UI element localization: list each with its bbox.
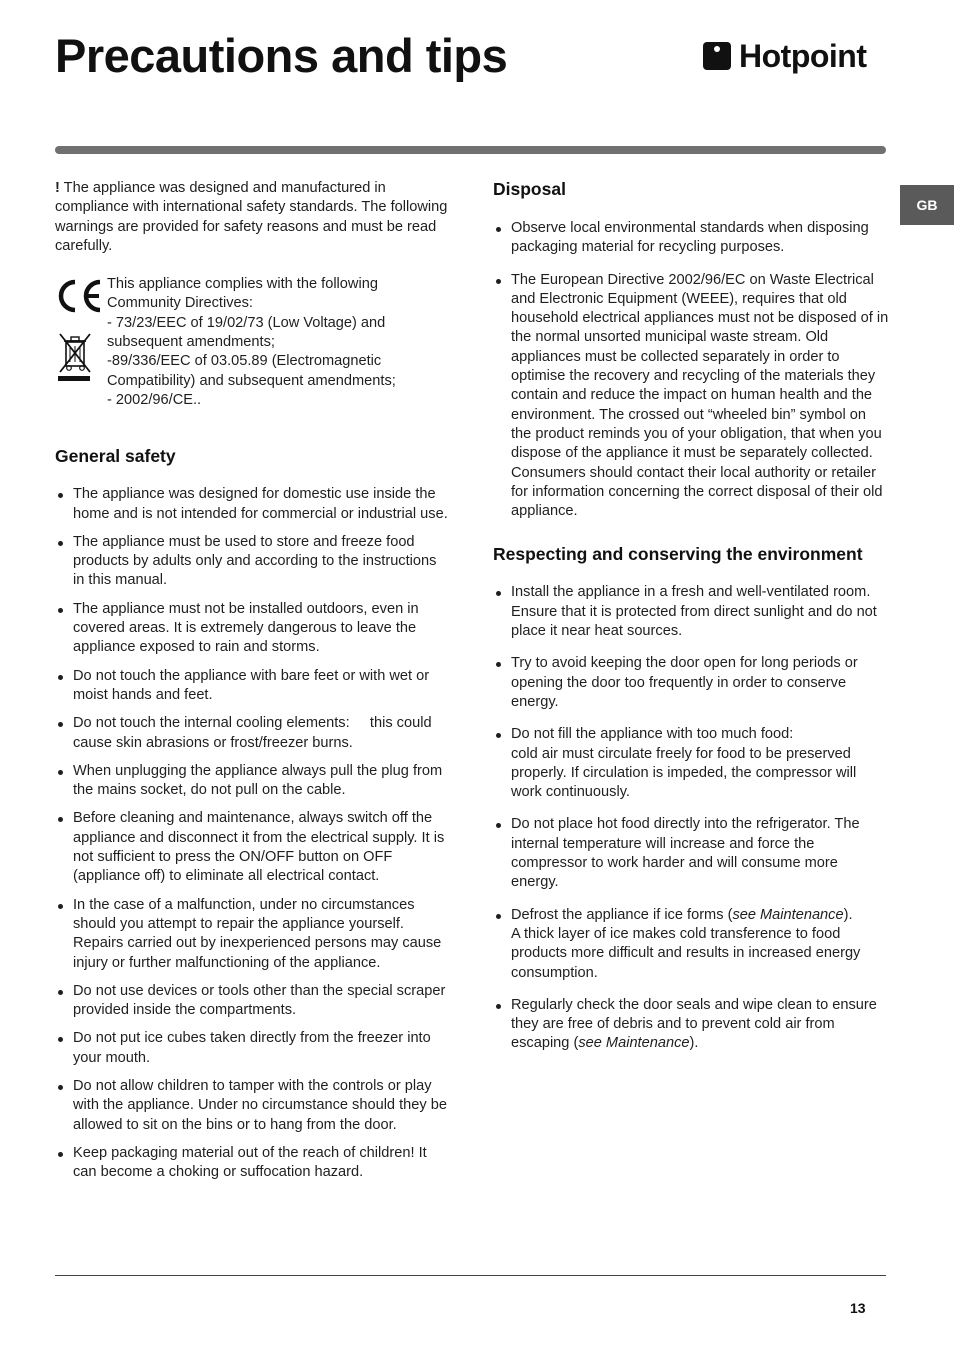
- item-line: Do not fill the appliance with too much food:: [511, 726, 794, 743]
- item-line: A thick layer of ice makes cold transference to food products more difficult and results in increased energy consumption.: [511, 925, 861, 981]
- list-item: Before cleaning and maintenance, always switch off the appliance and disconnect it from the electrical supply. It is not sufficient to press the ON/OFF button on OFF (appliance off) to eliminate all electrical contact.: [55, 809, 450, 886]
- list-item: Do not place hot food directly into the refrigerator. The internal temperature will increase and force the compressor to work harder and will consume more energy.: [493, 815, 889, 892]
- list-item: Do not allow children to tamper with the controls or play with the appliance. Under no circumstance should they be allowed to sit on the bins or to hang from the door.: [55, 1077, 450, 1135]
- compliance-line: - 2002/96/CE..: [107, 391, 202, 408]
- list-item: Try to avoid keeping the door open for long periods or opening the door too frequently in order to conserve energy.: [493, 654, 889, 712]
- list-item: Install the appliance in a fresh and well-ventilated room. Ensure that it is protected from direct sunlight and do not place it near heat sources.: [493, 583, 889, 641]
- compliance-line: This appliance complies with the following Community Directives:: [107, 276, 378, 312]
- right-column: [493, 178, 889, 1067]
- general-safety-heading: General safety: [55, 446, 176, 467]
- item-line: cold air must circulate freely for food to be preserved properly. If circulation is impeded, the compressor will work continuously.: [511, 745, 857, 801]
- list-item: In the case of a malfunction, under no circumstances should you attempt to repair the appliance yourself. Repairs carried out by inexperienced persons may cause injury or further malfunctioning of the appliance.: [55, 896, 450, 973]
- disposal-heading: Disposal: [493, 179, 566, 199]
- intro-paragraph: [55, 179, 450, 256]
- compliance-icons: [55, 275, 107, 410]
- list-item: The appliance must be used to store and freeze food products by adults only and according to the instructions in this manual.: [55, 533, 450, 591]
- ce-mark-icon: [55, 278, 103, 314]
- header-divider: [55, 146, 886, 154]
- list-item: Keep packaging material out of the reach of children! It can become a choking or suffocation hazard.: [55, 1144, 450, 1183]
- item-text: ).: [689, 1035, 699, 1052]
- list-item: Do not touch the internal cooling elements: this could cause skin abrasions or frost/freezer burns.: [55, 714, 450, 753]
- list-item: Do not use devices or tools other than the special scraper provided inside the compartments.: [55, 982, 450, 1021]
- page-title: Precautions and tips: [55, 29, 508, 82]
- page-number: 13: [850, 1300, 866, 1316]
- compliance-line: - 73/23/EEC of 19/02/73 (Low Voltage) and subsequent amendments;: [107, 314, 386, 351]
- list-item: [493, 725, 889, 802]
- warning-mark: !: [55, 180, 60, 196]
- list-item: Observe local environmental standards when disposing packaging material for recycling purposes.: [493, 219, 889, 258]
- list-item: Do not touch the appliance with bare feet or with wet or moist hands and feet.: [55, 667, 450, 706]
- item-text: Defrost the appliance if ice forms (: [511, 906, 733, 923]
- list-item: [493, 996, 889, 1054]
- item-text: Regularly check the door seals and wipe clean to ensure they are free of debris and to prevent cold air from escaping (: [511, 996, 877, 1052]
- intro-text: The appliance was designed and manufactured in compliance with international safety standards. The following warnings are provided for safety reasons and must be read carefully.: [55, 180, 448, 254]
- list-item: The European Directive 2002/96/EC on Waste Electrical and Electronic Equipment (WEEE), requires that old household electrical appliances must not be disposed of in the normal unsorted municipal waste stream. Old appliances must be collected separately in order to optimise the recovery and recycling of the materials they contain and reduce the impact on human health and the environment. The crossed out “wheeled bin” symbol on the product reminds you of your obligation, that when you dispose of the appliance it must be separately collected. Consumers should contact their local authority or retailer for information concerning the correct disposal of their old appliance.: [493, 271, 889, 522]
- brand-name: Hotpoint: [739, 38, 867, 74]
- list-item: [493, 906, 889, 983]
- general-safety-list: [55, 485, 450, 1182]
- compliance-line: -89/336/EEC of 03.05.89 (Electromagnetic Compatibility) and subsequent amendments;: [107, 353, 396, 389]
- compliance-text: [107, 275, 450, 410]
- disposal-list: [493, 219, 889, 521]
- environment-list: [493, 583, 889, 1053]
- crossed-bin-icon: [56, 332, 94, 382]
- cross-reference: see Maintenance: [578, 1035, 690, 1052]
- list-item: The appliance must not be installed outdoors, even in covered areas. It is extremely dangerous to leave the appliance exposed to rain and storms.: [55, 600, 450, 658]
- list-item: The appliance was designed for domestic use inside the home and is not intended for commercial or industrial use.: [55, 485, 450, 524]
- left-column: [55, 178, 450, 1191]
- cross-reference: see Maintenance: [732, 906, 844, 923]
- compliance-block: [55, 275, 450, 410]
- footer-divider: [55, 1275, 886, 1276]
- item-text: ).: [843, 906, 853, 923]
- language-tab: GB: [900, 185, 954, 225]
- environment-heading: Respecting and conserving the environment: [493, 544, 863, 565]
- brand-logo: [703, 38, 867, 74]
- hotpoint-logo-icon: [703, 42, 731, 70]
- list-item: When unplugging the appliance always pull the plug from the mains socket, do not pull on the cable.: [55, 762, 450, 801]
- list-item: Do not put ice cubes taken directly from the freezer into your mouth.: [55, 1029, 450, 1068]
